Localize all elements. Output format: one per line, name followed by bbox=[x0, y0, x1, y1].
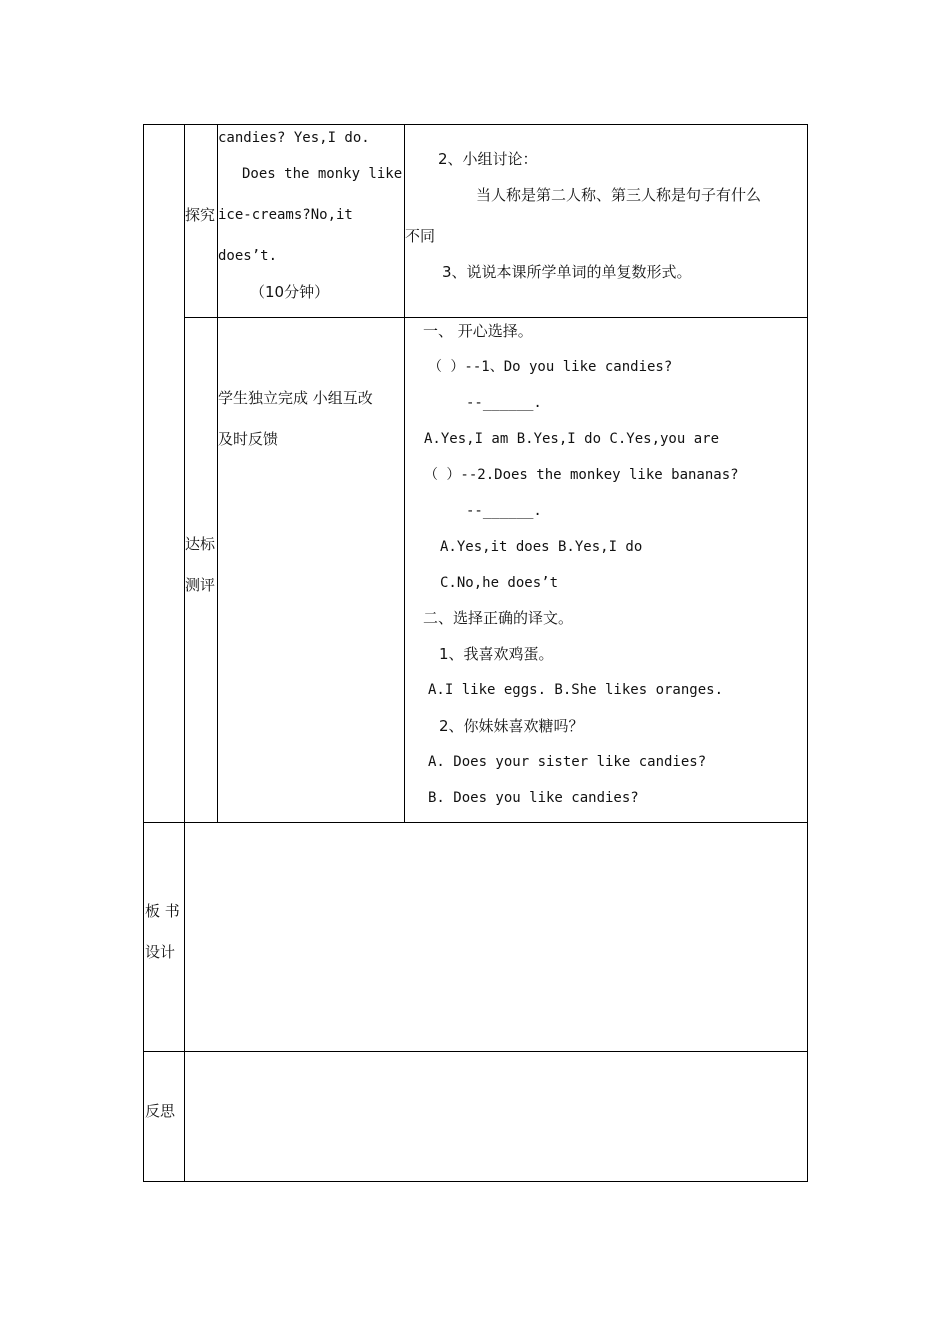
board-design-label-2: 设计 bbox=[145, 943, 176, 961]
test-section-label-2: 测评 bbox=[185, 576, 216, 594]
explore-time-note: （10分钟） bbox=[250, 283, 330, 301]
explore-teacher-line-3: 不同 bbox=[405, 227, 436, 245]
row-divider-explore-test bbox=[184, 317, 808, 318]
translation-option-b: B. Does you like candies? bbox=[428, 790, 639, 806]
column-divider-1 bbox=[184, 124, 185, 1182]
test-heading-part-2: 二、选择正确的译文。 bbox=[423, 609, 574, 627]
reflection-label: 反思 bbox=[145, 1102, 176, 1120]
test-answer-blank-1: --______. bbox=[466, 395, 542, 411]
table-border-right bbox=[807, 124, 808, 1182]
translation-question-1: 1、我喜欢鸡蛋。 bbox=[439, 645, 554, 663]
test-question-1: （ ）--1、Do you like candies? bbox=[428, 359, 673, 375]
test-answer-blank-2: --______. bbox=[466, 503, 542, 519]
test-question-2: （ ）--2.Does the monkey like bananas? bbox=[424, 467, 739, 483]
explore-teacher-line-4: 3、说说本课所学单词的单复数形式。 bbox=[442, 263, 692, 281]
row-divider-test-board bbox=[143, 822, 808, 823]
test-student-line-1: 学生独立完成 小组互改 bbox=[218, 389, 373, 407]
test-heading-part-1: 一、 开心选择。 bbox=[423, 322, 533, 340]
explore-section-label: 探究 bbox=[185, 206, 216, 224]
explore-student-line-2: Does the monky like bbox=[242, 166, 403, 182]
row-divider-board-reflect bbox=[143, 1051, 808, 1052]
test-options-1: A.Yes,I am B.Yes,I do C.Yes,you are bbox=[424, 431, 720, 447]
table-border-left bbox=[143, 124, 144, 1182]
translation-question-2: 2、你妹妹喜欢糖吗？ bbox=[439, 717, 584, 735]
test-student-line-2: 及时反馈 bbox=[218, 430, 279, 448]
test-options-2b: C.No,he does’t bbox=[440, 575, 559, 591]
explore-student-line-3: ice-creams?No,it bbox=[218, 207, 353, 223]
test-options-2a: A.Yes,it does B.Yes,I do bbox=[440, 539, 643, 555]
column-divider-2 bbox=[217, 124, 218, 823]
table-border-bottom bbox=[143, 1181, 808, 1182]
translation-option-a: A. Does your sister like candies? bbox=[428, 754, 707, 770]
translation-options-1: A.I like eggs. B.She likes oranges. bbox=[428, 682, 724, 698]
explore-student-line-1: candies? Yes,I do. bbox=[218, 130, 370, 146]
test-section-label-1: 达标 bbox=[185, 535, 216, 553]
table-border-top bbox=[143, 124, 808, 125]
board-design-label-1: 板 书 bbox=[145, 902, 180, 920]
explore-teacher-line-1: 2、小组讨论： bbox=[438, 150, 538, 168]
explore-student-line-4: does’t. bbox=[218, 248, 278, 264]
explore-teacher-line-2: 当人称是第二人称、第三人称是句子有什么 bbox=[476, 186, 762, 204]
